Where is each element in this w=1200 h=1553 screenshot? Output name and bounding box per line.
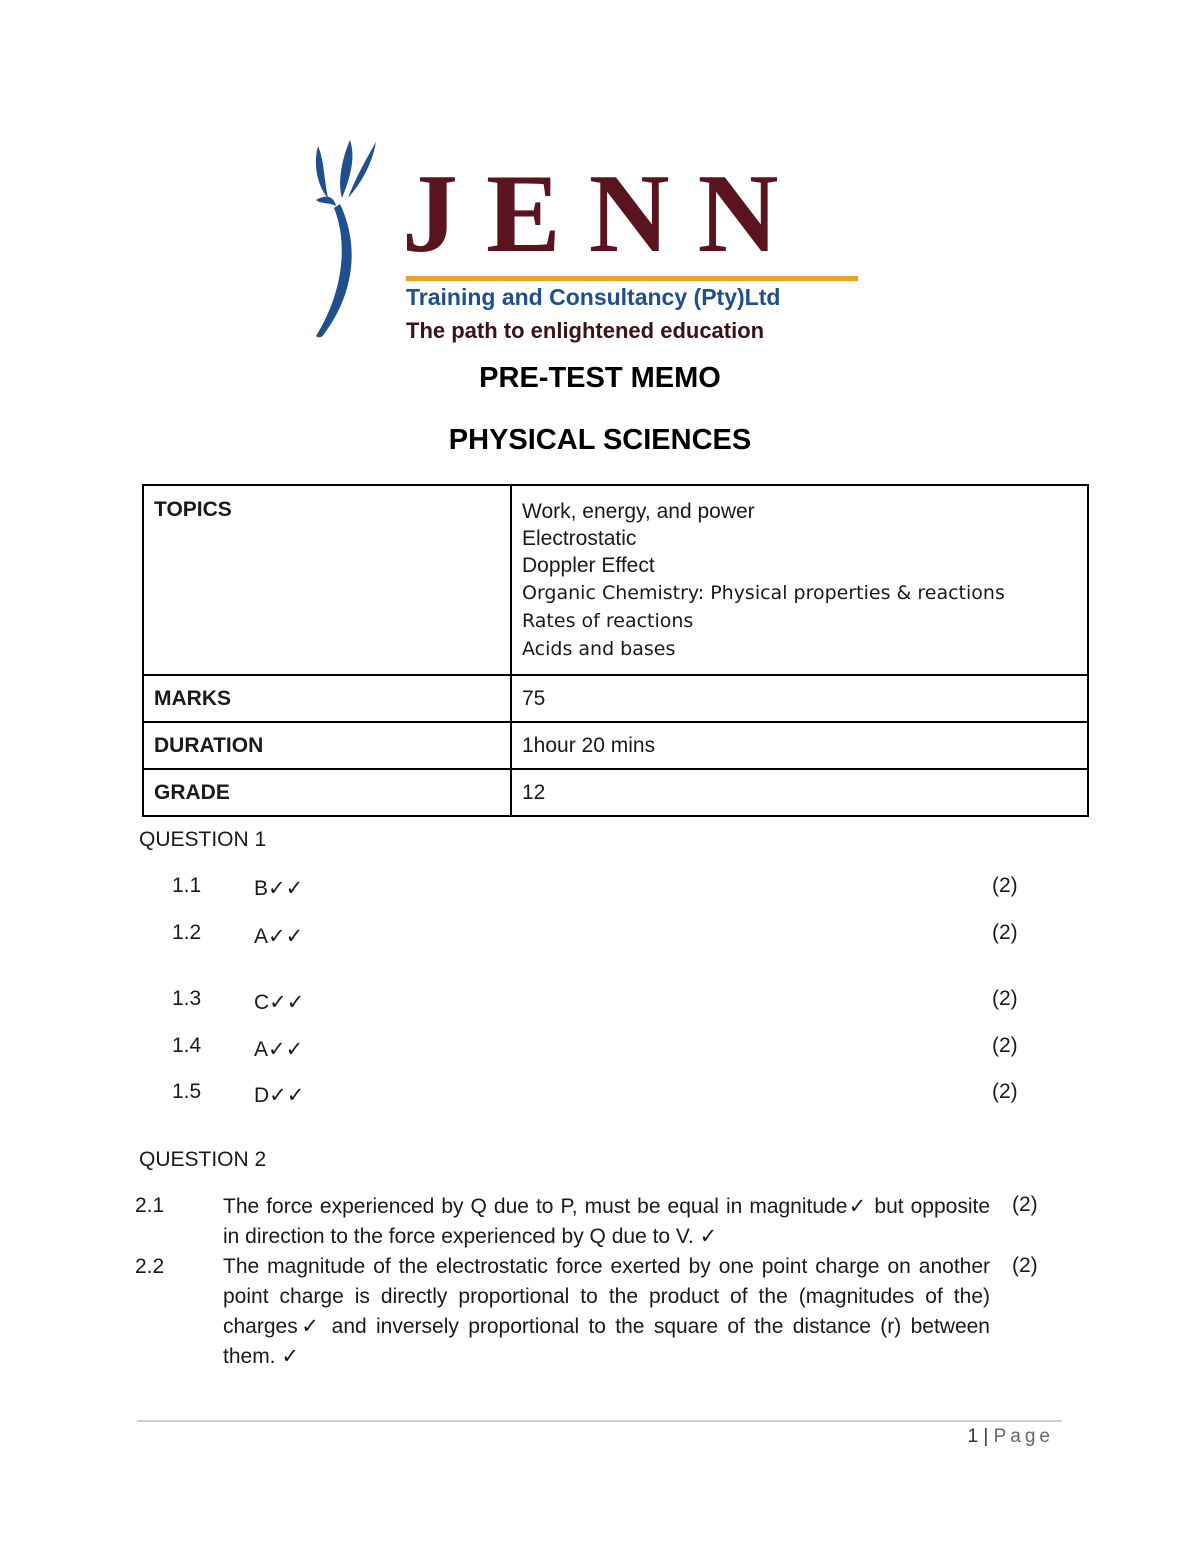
answer-mark: (2)	[992, 1080, 1018, 1103]
topic-item: Acids and bases	[522, 638, 676, 660]
answer-mark: (2)	[1012, 1193, 1038, 1216]
logo-divider	[406, 276, 858, 281]
grade-label: GRADE	[143, 769, 511, 816]
duration-label: DURATION	[143, 722, 511, 769]
topic-item: Organic Chemistry: Physical properties & reactions	[522, 582, 1005, 604]
answer-mark: (2)	[992, 874, 1018, 897]
question-1-heading: QUESTION 1	[139, 828, 267, 851]
topics-list	[511, 485, 1088, 675]
page-separator: |	[983, 1426, 989, 1447]
figure-logo-icon	[310, 138, 380, 343]
logo-company-name: Training and Consultancy (Pty)Ltd	[406, 284, 781, 310]
table-row-topics	[143, 485, 1088, 675]
table-row-duration	[143, 722, 1088, 769]
answer-value: D✓✓	[254, 1084, 305, 1107]
answer-text: The force experienced by Q due to P, must be equal in magnitude✓ but opposite in direction to the force experienced by Q due to V. ✓	[223, 1195, 990, 1248]
answer-number: 2.2	[135, 1255, 165, 1278]
answer-number: 1.1	[172, 874, 202, 897]
table-row-marks	[143, 675, 1088, 722]
answer-value: B✓✓	[254, 877, 304, 900]
answer-number: 1.5	[172, 1080, 202, 1103]
answer-text: The magnitude of the electrostatic force exerted by one point charge on another point charge is directly proportional to the product of the (magnitudes of the) charges✓ and inversely proportional to the square of the distance (r) between them. ✓	[223, 1255, 990, 1368]
question-2-heading: QUESTION 2	[139, 1148, 267, 1171]
answer-number: 1.3	[172, 987, 202, 1010]
duration-value: 1hour 20 mins	[511, 722, 1088, 769]
answer-number: 1.4	[172, 1034, 202, 1057]
info-table	[142, 484, 1089, 817]
answer-mark: (2)	[1012, 1254, 1038, 1277]
topic-item: Work, energy, and power	[522, 500, 755, 523]
answer-number: 2.1	[135, 1194, 165, 1217]
footer-divider	[137, 1420, 1062, 1422]
page-footer	[0, 1426, 1054, 1448]
page-label: Page	[993, 1426, 1054, 1447]
marks-value: 75	[511, 675, 1088, 722]
answer-value: C✓✓	[254, 991, 305, 1014]
answer-mark: (2)	[992, 1034, 1018, 1057]
answer-number: 1.2	[172, 921, 202, 944]
subject-title: PHYSICAL SCIENCES	[448, 424, 752, 456]
topic-item: Doppler Effect	[522, 554, 655, 577]
topic-item: Rates of reactions	[522, 610, 694, 632]
company-logo	[310, 138, 885, 348]
answer-mark: (2)	[992, 921, 1018, 944]
logo-wordmark: JENN	[402, 152, 807, 276]
grade-value: 12	[511, 769, 1088, 816]
answer-value: A✓✓	[254, 1038, 304, 1061]
answer-mark: (2)	[992, 987, 1018, 1010]
page-number: 1	[967, 1426, 979, 1447]
topics-label: TOPICS	[143, 485, 511, 675]
document-title: PRE-TEST MEMO	[479, 362, 721, 394]
answer-value: A✓✓	[254, 925, 304, 948]
marks-label: MARKS	[143, 675, 511, 722]
table-row-grade	[143, 769, 1088, 816]
logo-tagline: The path to enlightened education	[406, 318, 765, 343]
topic-item: Electrostatic	[522, 527, 637, 550]
